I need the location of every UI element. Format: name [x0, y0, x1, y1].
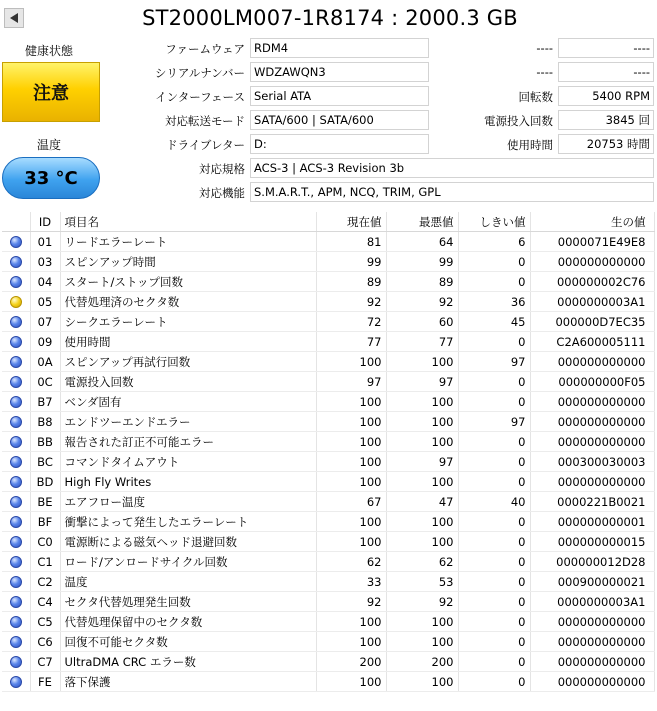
- rotation-rate-value: 5400 RPM: [558, 86, 654, 106]
- firmware-value: RDM4: [250, 38, 429, 58]
- features-value: S.M.A.R.T., APM, NCQ, TRIM, GPL: [250, 182, 654, 202]
- smart-attributes-table: [2, 212, 655, 692]
- raw-value: 000300030003: [530, 452, 654, 472]
- right-label-1: ----: [536, 41, 553, 55]
- worst-value: 92: [386, 592, 458, 612]
- status-icon-cell: [2, 552, 30, 572]
- worst-value: 100: [386, 432, 458, 452]
- current-value: 72: [316, 312, 386, 332]
- table-row[interactable]: [2, 332, 654, 352]
- current-value: 77: [316, 332, 386, 352]
- current-value: 92: [316, 592, 386, 612]
- features-label: 対応機能: [199, 186, 245, 200]
- table-row[interactable]: [2, 512, 654, 532]
- worst-value: 64: [386, 232, 458, 252]
- attribute-name: UltraDMA CRC エラー数: [60, 652, 316, 672]
- table-row[interactable]: [2, 372, 654, 392]
- threshold-value: 0: [458, 592, 530, 612]
- worst-value: 100: [386, 352, 458, 372]
- raw-column-header[interactable]: 生の値: [530, 212, 654, 232]
- worst-column-header[interactable]: 最悪値: [386, 212, 458, 232]
- threshold-value: 0: [458, 392, 530, 412]
- attribute-name: スタート/ストップ回数: [60, 272, 316, 292]
- attribute-id: C5: [30, 612, 60, 632]
- good-status-icon: [10, 636, 22, 648]
- attribute-name: 代替処理済のセクタ数: [60, 292, 316, 312]
- threshold-value: 0: [458, 672, 530, 692]
- interface-value: Serial ATA: [250, 86, 429, 106]
- table-row[interactable]: [2, 272, 654, 292]
- threshold-value: 0: [458, 432, 530, 452]
- worst-value: 100: [386, 632, 458, 652]
- good-status-icon: [10, 316, 22, 328]
- attribute-name: 使用時間: [60, 332, 316, 352]
- table-row[interactable]: [2, 672, 654, 692]
- good-status-icon: [10, 256, 22, 268]
- attribute-name: 回復不可能セクタ数: [60, 632, 316, 652]
- good-status-icon: [10, 556, 22, 568]
- caution-status-icon: [10, 296, 22, 308]
- attribute-name: 衝撃によって発生したエラーレート: [60, 512, 316, 532]
- good-status-icon: [10, 496, 22, 508]
- worst-value: 89: [386, 272, 458, 292]
- table-row[interactable]: [2, 592, 654, 612]
- good-status-icon: [10, 536, 22, 548]
- good-status-icon: [10, 476, 22, 488]
- raw-value: 000000000000: [530, 672, 654, 692]
- temperature-label: 温度: [36, 138, 61, 152]
- status-icon-cell: [2, 332, 30, 352]
- threshold-value: 0: [458, 512, 530, 532]
- attribute-name: High Fly Writes: [60, 472, 316, 492]
- attribute-id: C1: [30, 552, 60, 572]
- interface-label: インターフェース: [155, 90, 245, 104]
- worst-value: 100: [386, 612, 458, 632]
- current-value: 62: [316, 552, 386, 572]
- status-icon-cell: [2, 672, 30, 692]
- raw-value: 000000012D28: [530, 552, 654, 572]
- attribute-id: 0C: [30, 372, 60, 392]
- attribute-name: エアフロー温度: [60, 492, 316, 512]
- current-value: 100: [316, 432, 386, 452]
- power-on-hours-value: 20753 時間: [558, 134, 654, 154]
- raw-value: 000000D7EC35: [530, 312, 654, 332]
- threshold-value: 0: [458, 532, 530, 552]
- right-value-1: ----: [558, 38, 654, 58]
- threshold-value: 0: [458, 632, 530, 652]
- table-row[interactable]: [2, 632, 654, 652]
- good-status-icon: [10, 576, 22, 588]
- raw-value: 000000000000: [530, 252, 654, 272]
- table-row[interactable]: [2, 452, 654, 472]
- good-status-icon: [10, 656, 22, 668]
- status-icon-cell: [2, 432, 30, 452]
- raw-value: 0000000003A1: [530, 592, 654, 612]
- table-row[interactable]: [2, 492, 654, 512]
- raw-value: 000000000000: [530, 352, 654, 372]
- threshold-value: 0: [458, 272, 530, 292]
- good-status-icon: [10, 416, 22, 428]
- attribute-name: 落下保護: [60, 672, 316, 692]
- good-status-icon: [10, 596, 22, 608]
- status-icon-cell: [2, 372, 30, 392]
- table-row[interactable]: [2, 392, 654, 412]
- attribute-id: 01: [30, 232, 60, 252]
- status-icon-cell: [2, 612, 30, 632]
- table-row[interactable]: [2, 252, 654, 272]
- attribute-name: 電源断による磁気ヘッド退避回数: [60, 532, 316, 552]
- name-column-header[interactable]: 項目名: [60, 212, 316, 232]
- threshold-value: 45: [458, 312, 530, 332]
- rotation-rate-label: 回転数: [518, 90, 553, 104]
- status-icon-cell: [2, 292, 30, 312]
- power-on-count-label: 電源投入回数: [484, 114, 553, 128]
- current-value: 100: [316, 392, 386, 412]
- good-status-icon: [10, 236, 22, 248]
- power-on-count-value: 3845 回: [558, 110, 654, 130]
- current-value: 100: [316, 452, 386, 472]
- temperature-badge[interactable]: 33 °C: [2, 157, 100, 199]
- threshold-value: 6: [458, 232, 530, 252]
- attribute-id: BB: [30, 432, 60, 452]
- attribute-name: スピンアップ時間: [60, 252, 316, 272]
- status-icon-cell: [2, 532, 30, 552]
- status-icon-cell: [2, 252, 30, 272]
- threshold-value: 0: [458, 372, 530, 392]
- drive-letter-label: ドライブレター: [166, 138, 245, 152]
- attribute-name: 電源投入回数: [60, 372, 316, 392]
- serial-number-value: WDZAWQN3: [250, 62, 429, 82]
- attribute-id: BE: [30, 492, 60, 512]
- attribute-name: コマンドタイムアウト: [60, 452, 316, 472]
- worst-value: 47: [386, 492, 458, 512]
- attribute-name: リードエラーレート: [60, 232, 316, 252]
- attribute-name: 代替処理保留中のセクタ数: [60, 612, 316, 632]
- threshold-value: 36: [458, 292, 530, 312]
- raw-value: 000000000000: [530, 412, 654, 432]
- attribute-id: 04: [30, 272, 60, 292]
- table-row[interactable]: [2, 432, 654, 452]
- worst-value: 100: [386, 392, 458, 412]
- previous-disk-button[interactable]: [4, 8, 24, 28]
- attribute-id: BD: [30, 472, 60, 492]
- good-status-icon: [10, 396, 22, 408]
- table-row[interactable]: [2, 412, 654, 432]
- transfer-mode-label: 対応転送モード: [164, 114, 245, 128]
- worst-value: 97: [386, 452, 458, 472]
- attribute-name: 温度: [60, 572, 316, 592]
- threshold-value: 97: [458, 352, 530, 372]
- current-value: 200: [316, 652, 386, 672]
- attribute-id: 0A: [30, 352, 60, 372]
- current-value: 100: [316, 412, 386, 432]
- disk-title: ST2000LM007-1R8174 : 2000.3 GB: [142, 6, 518, 30]
- current-value: 100: [316, 672, 386, 692]
- worst-value: 100: [386, 472, 458, 492]
- current-value: 99: [316, 252, 386, 272]
- table-row[interactable]: [2, 232, 654, 252]
- raw-value: 000000000000: [530, 472, 654, 492]
- transfer-mode-value: SATA/600 | SATA/600: [250, 110, 429, 130]
- current-value: 100: [316, 612, 386, 632]
- standard-value: ACS-3 | ACS-3 Revision 3b: [250, 158, 654, 178]
- attribute-id: BC: [30, 452, 60, 472]
- worst-value: 92: [386, 292, 458, 312]
- current-value: 81: [316, 232, 386, 252]
- threshold-value: 0: [458, 552, 530, 572]
- table-row[interactable]: [2, 652, 654, 672]
- raw-value: 000000000000: [530, 612, 654, 632]
- attribute-id: C2: [30, 572, 60, 592]
- raw-value: C2A600005111: [530, 332, 654, 352]
- raw-value: 000900000021: [530, 572, 654, 592]
- attribute-id: BF: [30, 512, 60, 532]
- table-row[interactable]: [2, 472, 654, 492]
- drive-letter-value: D:: [250, 134, 429, 154]
- threshold-column-header[interactable]: しきい値: [458, 212, 530, 232]
- right-label-2: ----: [536, 65, 553, 79]
- raw-value: 0000071E49E8: [530, 232, 654, 252]
- table-row[interactable]: [2, 532, 654, 552]
- worst-value: 100: [386, 672, 458, 692]
- status-icon-cell: [2, 632, 30, 652]
- threshold-value: 0: [458, 332, 530, 352]
- raw-value: 0000000003A1: [530, 292, 654, 312]
- current-value: 100: [316, 512, 386, 532]
- status-icon-cell: [2, 232, 30, 252]
- status-column-header[interactable]: [2, 212, 30, 232]
- worst-value: 62: [386, 552, 458, 572]
- raw-value: 000000000000: [530, 652, 654, 672]
- current-value: 100: [316, 472, 386, 492]
- status-icon-cell: [2, 452, 30, 472]
- attribute-id: C7: [30, 652, 60, 672]
- standard-label: 対応規格: [199, 162, 245, 176]
- good-status-icon: [10, 616, 22, 628]
- status-icon-cell: [2, 392, 30, 412]
- attribute-name: スピンアップ再試行回数: [60, 352, 316, 372]
- good-status-icon: [10, 376, 22, 388]
- threshold-value: 0: [458, 472, 530, 492]
- raw-value: 000000000F05: [530, 372, 654, 392]
- good-status-icon: [10, 336, 22, 348]
- good-status-icon: [10, 356, 22, 368]
- attribute-id: B8: [30, 412, 60, 432]
- health-status-badge[interactable]: 注意: [2, 62, 100, 122]
- table-row[interactable]: [2, 292, 654, 312]
- attribute-name: ロード/アンロードサイクル回数: [60, 552, 316, 572]
- power-on-hours-label: 使用時間: [507, 138, 553, 152]
- current-column-header[interactable]: 現在値: [316, 212, 386, 232]
- firmware-label: ファームウェア: [165, 42, 245, 56]
- raw-value: 000000000015: [530, 532, 654, 552]
- status-icon-cell: [2, 272, 30, 292]
- status-icon-cell: [2, 472, 30, 492]
- right-value-2: ----: [558, 62, 654, 82]
- raw-value: 000000000000: [530, 432, 654, 452]
- current-value: 100: [316, 352, 386, 372]
- attribute-id: C4: [30, 592, 60, 612]
- attribute-id: 05: [30, 292, 60, 312]
- raw-value: 000000002C76: [530, 272, 654, 292]
- good-status-icon: [10, 676, 22, 688]
- serial-number-label: シリアルナンバー: [154, 66, 245, 80]
- worst-value: 100: [386, 532, 458, 552]
- status-icon-cell: [2, 592, 30, 612]
- raw-value: 000000000000: [530, 632, 654, 652]
- raw-value: 000000000000: [530, 392, 654, 412]
- good-status-icon: [10, 516, 22, 528]
- status-icon-cell: [2, 492, 30, 512]
- attribute-id: 03: [30, 252, 60, 272]
- status-icon-cell: [2, 312, 30, 332]
- threshold-value: 40: [458, 492, 530, 512]
- threshold-value: 97: [458, 412, 530, 432]
- attribute-id: B7: [30, 392, 60, 412]
- worst-value: 97: [386, 372, 458, 392]
- status-icon-cell: [2, 572, 30, 592]
- attribute-id: FE: [30, 672, 60, 692]
- threshold-value: 0: [458, 612, 530, 632]
- threshold-value: 0: [458, 572, 530, 592]
- table-row[interactable]: [2, 552, 654, 572]
- id-column-header[interactable]: ID: [30, 212, 60, 232]
- current-value: 92: [316, 292, 386, 312]
- attribute-name: エンドツーエンドエラー: [60, 412, 316, 432]
- current-value: 89: [316, 272, 386, 292]
- table-row[interactable]: [2, 612, 654, 632]
- worst-value: 100: [386, 412, 458, 432]
- attribute-id: 07: [30, 312, 60, 332]
- raw-value: 000000000001: [530, 512, 654, 532]
- worst-value: 53: [386, 572, 458, 592]
- table-row[interactable]: [2, 312, 654, 332]
- good-status-icon: [10, 436, 22, 448]
- attribute-name: セクタ代替処理発生回数: [60, 592, 316, 612]
- current-value: 100: [316, 632, 386, 652]
- current-value: 100: [316, 532, 386, 552]
- threshold-value: 0: [458, 452, 530, 472]
- attribute-name: ベンダ固有: [60, 392, 316, 412]
- worst-value: 77: [386, 332, 458, 352]
- worst-value: 200: [386, 652, 458, 672]
- table-row[interactable]: [2, 352, 654, 372]
- good-status-icon: [10, 276, 22, 288]
- status-icon-cell: [2, 512, 30, 532]
- attribute-name: シークエラーレート: [60, 312, 316, 332]
- attribute-id: C0: [30, 532, 60, 552]
- attribute-id: C6: [30, 632, 60, 652]
- good-status-icon: [10, 456, 22, 468]
- attribute-name: 報告された訂正不可能エラー: [60, 432, 316, 452]
- worst-value: 99: [386, 252, 458, 272]
- current-value: 97: [316, 372, 386, 392]
- status-icon-cell: [2, 352, 30, 372]
- attribute-id: 09: [30, 332, 60, 352]
- table-row[interactable]: [2, 572, 654, 592]
- current-value: 67: [316, 492, 386, 512]
- table-header-row: [2, 212, 654, 232]
- status-icon-cell: [2, 652, 30, 672]
- current-value: 33: [316, 572, 386, 592]
- status-icon-cell: [2, 412, 30, 432]
- raw-value: 0000221B0021: [530, 492, 654, 512]
- threshold-value: 0: [458, 252, 530, 272]
- threshold-value: 0: [458, 652, 530, 672]
- worst-value: 60: [386, 312, 458, 332]
- worst-value: 100: [386, 512, 458, 532]
- health-status-label: 健康状態: [24, 44, 73, 58]
